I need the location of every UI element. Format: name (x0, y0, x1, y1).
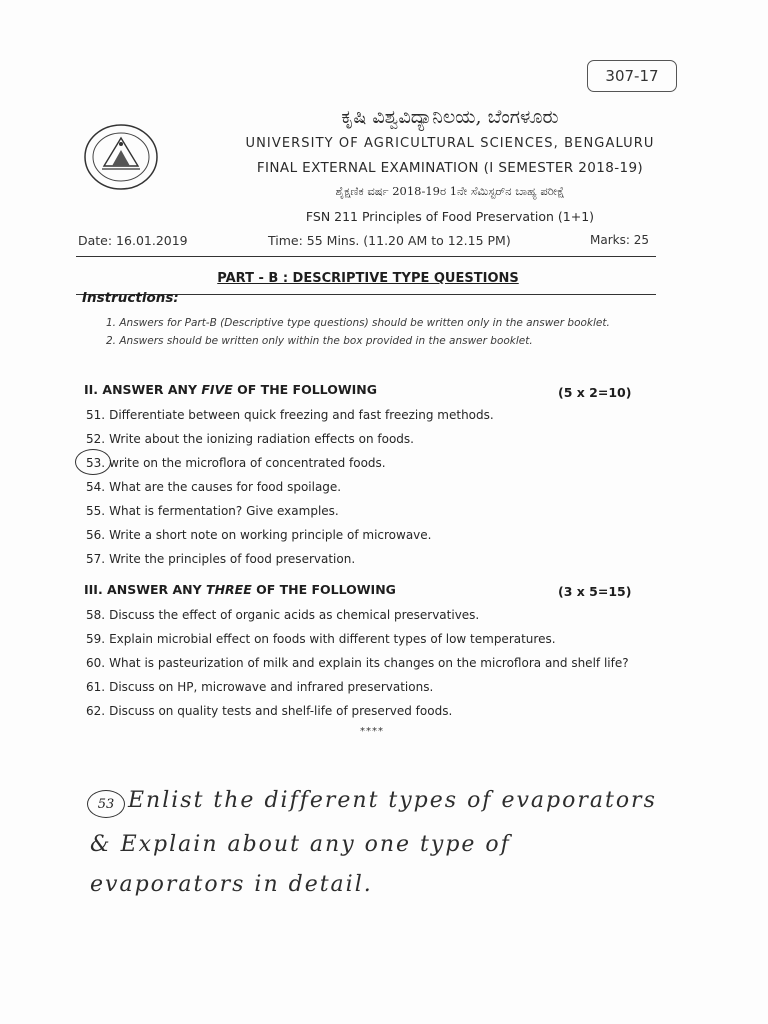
question-item (86, 608, 479, 622)
exam-date: Date: 16.01.2019 (78, 233, 188, 248)
question-number: 53. (86, 456, 106, 470)
exam-marks: Marks: 25 (590, 233, 649, 247)
section-title-prefix: II. ANSWER ANY (84, 382, 202, 397)
end-marker: **** (360, 726, 384, 737)
question-number: 51. (86, 408, 106, 422)
document-code-box: 307-17 (587, 60, 677, 92)
question-number: 52. (86, 432, 106, 446)
section-title-prefix: III. ANSWER ANY (84, 582, 207, 597)
question-text: Discuss on quality tests and shelf-life of preserved foods. (109, 704, 453, 718)
section-3-title (84, 582, 396, 597)
question-number: 56. (86, 528, 106, 542)
question-item (86, 432, 414, 446)
question-text: Explain microbial effect on foods with different types of low temperatures. (109, 632, 556, 646)
question-text: What is fermentation? Give examples. (109, 504, 339, 518)
kannada-exam-title: ಶೈಕ್ಷಣಿಕ ವರ್ಷ 2018-19ರ 1ನೇ ಸೆಮಿಸ್ಟರ್‌ನ ಬಾಹ್ಯ ಪರೀಕ್ಷೆ (335, 184, 565, 198)
section-title-suffix: OF THE FOLLOWING (251, 582, 396, 597)
question-item (86, 680, 433, 694)
question-item (86, 480, 341, 494)
section-3-marks: (3 x 5=15) (558, 584, 632, 599)
question-item (86, 408, 494, 422)
section-title-count: THREE (206, 582, 252, 597)
university-seal-icon (82, 122, 160, 192)
question-number: 57. (86, 552, 106, 566)
question-number: 60. (86, 656, 106, 670)
question-item (86, 656, 629, 670)
instruction-item: 2. Answers should be written only within the box provided in the answer booklet. (106, 335, 533, 347)
university-name: UNIVERSITY OF AGRICULTURAL SCIENCES, BENGALURU (245, 136, 655, 151)
kannada-university-name: ಕೃಷಿ ವಿಶ್ವವಿದ್ಯಾನಿಲಯ, ಬೆಂಗಳೂರು (341, 106, 559, 128)
handwritten-question-number: 53 (87, 790, 125, 818)
question-text: Write about the ionizing radiation effects on foods. (109, 432, 414, 446)
question-item (86, 552, 355, 566)
course-title: FSN 211 Principles of Food Preservation (1+1) (305, 209, 595, 224)
section-title-count: FIVE (201, 382, 233, 397)
exam-time: Time: 55 Mins. (11.20 AM to 12.15 PM) (268, 233, 511, 248)
question-text: Discuss on HP, microwave and infrared preservations. (109, 680, 434, 694)
question-number: 58. (86, 608, 106, 622)
question-item (86, 504, 339, 518)
question-text: write on the microflora of concentrated foods. (109, 456, 386, 470)
question-text: Differentiate between quick freezing and fast freezing methods. (109, 408, 494, 422)
section-2-marks: (5 x 2=10) (558, 385, 632, 400)
question-item (86, 456, 386, 470)
handwritten-line: evaporators in detail. (90, 872, 373, 897)
section-title-suffix: OF THE FOLLOWING (232, 382, 377, 397)
question-number: 62. (86, 704, 106, 718)
section-2-title (84, 382, 377, 397)
question-number: 61. (86, 680, 106, 694)
question-text: Write the principles of food preservation. (109, 552, 356, 566)
divider (76, 256, 656, 257)
question-number: 55. (86, 504, 106, 518)
exam-title: FINAL EXTERNAL EXAMINATION (I SEMESTER 2018-19) (256, 160, 644, 176)
question-item (86, 704, 452, 718)
question-item (86, 632, 556, 646)
question-text: What are the causes for food spoilage. (109, 480, 342, 494)
question-text: What is pasteurization of milk and explain its changes on the microflora and shelf life? (109, 656, 629, 670)
instructions-heading: Instructions: (82, 290, 179, 306)
question-item (86, 528, 431, 542)
handwritten-line: Enlist the different types of evaporators (128, 788, 657, 813)
part-title: PART - B : DESCRIPTIVE TYPE QUESTIONS (217, 271, 519, 286)
question-text: Write a short note on working principle of microwave. (109, 528, 432, 542)
question-number: 59. (86, 632, 106, 646)
handwritten-line: & Explain about any one type of (90, 832, 511, 857)
question-number: 54. (86, 480, 106, 494)
instruction-item: 1. Answers for Part-B (Descriptive type questions) should be written only in the answer booklet. (106, 317, 610, 329)
question-text: Discuss the effect of organic acids as chemical preservatives. (109, 608, 480, 622)
